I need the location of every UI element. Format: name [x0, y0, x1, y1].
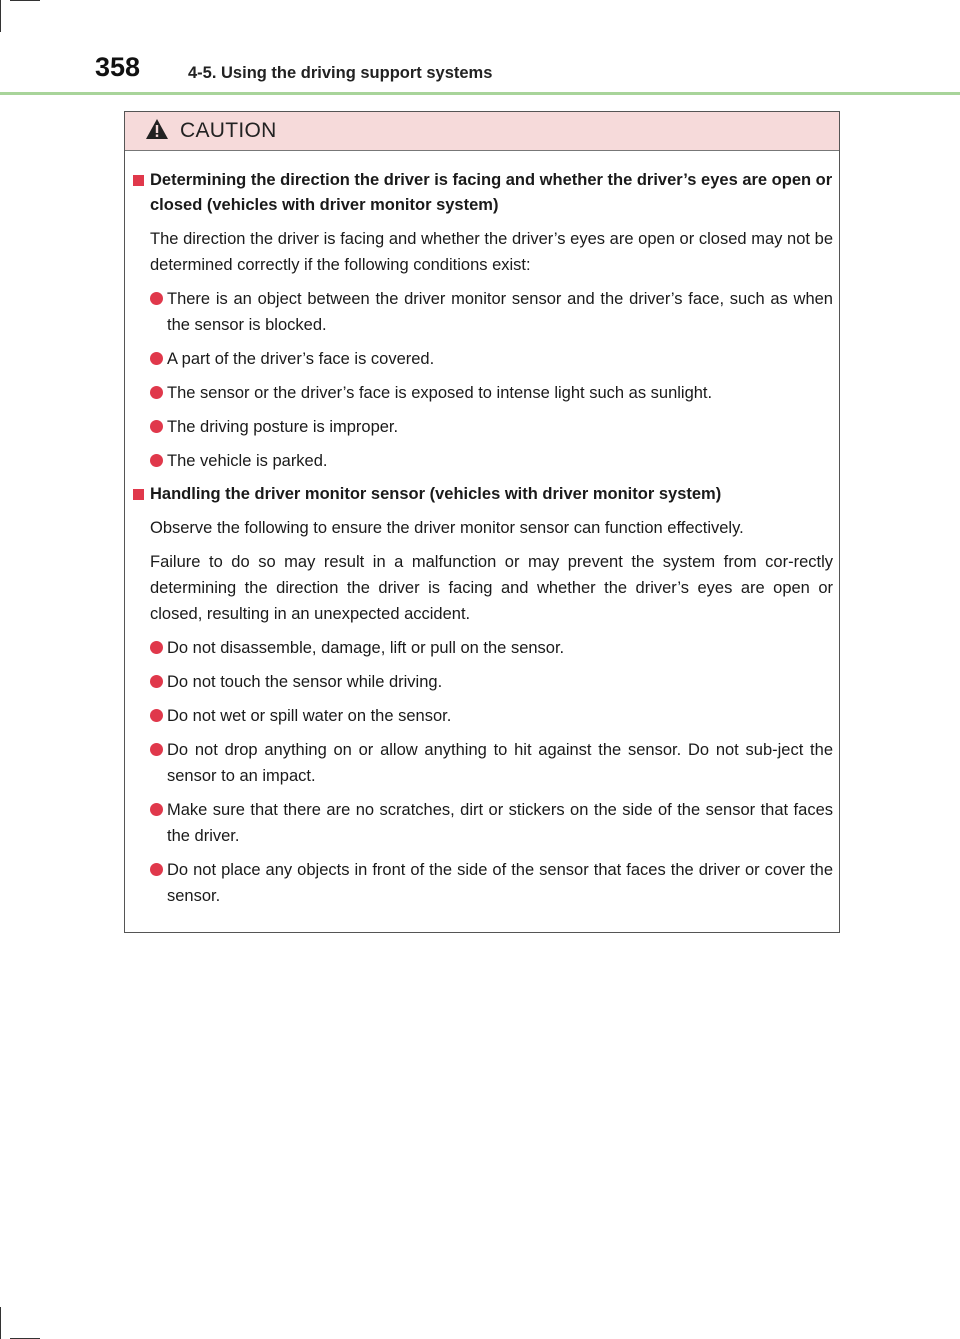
red-bullet-icon [150, 803, 163, 816]
section-heading [133, 168, 833, 218]
list-item-text: The vehicle is parked. [167, 452, 328, 470]
list-item [133, 380, 833, 406]
crop-mark-bottom-left-vertical [0, 1307, 1, 1339]
list-item [133, 414, 833, 440]
red-bullet-icon [150, 420, 163, 433]
list-item-text: The sensor or the driver’s face is exposed to intense light such as sunlight. [167, 384, 713, 402]
caution-header [125, 112, 839, 151]
list-item-text: A part of the driver’s face is covered. [167, 350, 435, 368]
list-item [133, 703, 833, 729]
list-item-text: Do not drop anything on or allow anything to hit against the sensor. Do not sub-ject the sensor to an impact. [167, 741, 833, 785]
list-item-text: Do not wet or spill water on the sensor. [167, 707, 452, 725]
list-item [133, 857, 833, 909]
caution-box [124, 111, 840, 933]
list-item-text: Do not place any objects in front of the side of the sensor that faces the driver or cover the sensor. [167, 861, 833, 905]
list-item-text: The driving posture is improper. [167, 418, 399, 436]
red-square-icon [133, 489, 144, 500]
red-square-icon [133, 175, 144, 186]
red-bullet-icon [150, 641, 163, 654]
red-bullet-icon [150, 454, 163, 467]
paragraph: Failure to do so may result in a malfunction or may prevent the system from cor-rectly determining the direction the driver is facing and whether the driver’s eyes are open or closed, resulting in an unexpected accident. [150, 553, 833, 623]
section-heading-text: Determining the direction the driver is facing and whether the driver’s eyes are open or closed (vehicles with driver monitor system) [150, 171, 833, 214]
page-number: 358 [95, 52, 141, 82]
list-item [133, 737, 833, 789]
list-item [133, 346, 833, 372]
list-item [133, 669, 833, 695]
page-header [0, 52, 960, 92]
crop-mark-top-left-vertical [0, 0, 1, 32]
red-bullet-icon [150, 675, 163, 688]
list-item-text: Do not touch the sensor while driving. [167, 673, 443, 691]
red-bullet-icon [150, 863, 163, 876]
list-item [133, 797, 833, 849]
red-bullet-icon [150, 743, 163, 756]
paragraph: Observe the following to ensure the driver monitor sensor can function effectively. [150, 519, 744, 537]
section-title: 4-5. Using the driving support systems [188, 64, 493, 82]
red-bullet-icon [150, 709, 163, 722]
list-item-text: There is an object between the driver monitor sensor and the driver’s face, such as when the sensor is blocked. [167, 290, 833, 334]
caution-content [133, 168, 833, 917]
caution-label: CAUTION [180, 119, 277, 142]
crop-mark-top-left-horizontal [10, 0, 40, 1]
red-bullet-icon [150, 292, 163, 305]
red-bullet-icon [150, 386, 163, 399]
header-rule [0, 92, 960, 95]
list-item-text: Make sure that there are no scratches, dirt or stickers on the side of the sensor that faces the driver. [167, 801, 833, 845]
section-heading [133, 482, 833, 507]
list-item [133, 286, 833, 338]
section-heading-text: Handling the driver monitor sensor (vehicles with driver monitor system) [150, 485, 722, 503]
red-bullet-icon [150, 352, 163, 365]
paragraph: The direction the driver is facing and whether the driver’s eyes are open or closed may not be determined correctly if the following conditions exist: [150, 230, 833, 274]
warning-triangle-icon [145, 118, 169, 140]
list-item-text: Do not disassemble, damage, lift or pull on the sensor. [167, 639, 565, 657]
list-item [133, 635, 833, 661]
list-item [133, 448, 833, 474]
